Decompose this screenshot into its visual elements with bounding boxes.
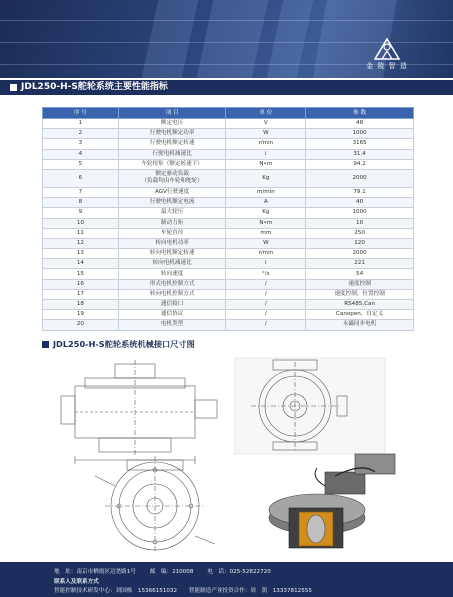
cell-item: 通信接口	[118, 300, 226, 310]
table-row	[43, 208, 414, 218]
cell-unit: r/min	[226, 139, 306, 149]
table-row	[43, 310, 414, 320]
cell-unit: /	[226, 320, 306, 330]
front-view-drawing	[61, 360, 217, 464]
company-logo	[359, 38, 415, 76]
cell-unit: A	[226, 198, 306, 208]
cell-value: 10	[306, 218, 414, 228]
cell-unit: /	[226, 289, 306, 299]
col-header-index: 序 号	[43, 108, 119, 119]
cell-index: 18	[43, 300, 119, 310]
mechanical-drawing	[55, 356, 411, 552]
cell-value: 221	[306, 259, 414, 269]
table-row	[43, 279, 414, 289]
table-row	[43, 269, 414, 279]
bottom-view-drawing	[95, 456, 215, 552]
cell-index: 6	[43, 169, 119, 187]
address-label: 地 址：	[54, 569, 77, 575]
table-row	[43, 300, 414, 310]
cell-unit: V	[226, 119, 306, 129]
cell-index: 10	[43, 218, 119, 228]
cell-item: 额定电压	[118, 119, 226, 129]
cell-item: 形式电机控制方式	[118, 279, 226, 289]
cell-index: 20	[43, 320, 119, 330]
banner-line	[0, 20, 453, 21]
section2-bullet-icon	[42, 341, 49, 348]
cell-item: 车轮扭矩（额定转速下）	[118, 159, 226, 169]
cell-value: 2000	[306, 249, 414, 259]
cell-unit: W	[226, 129, 306, 139]
table-row	[43, 139, 414, 149]
cell-item: 行驶电机额定电流	[118, 198, 226, 208]
table-row	[43, 259, 414, 269]
title-bullet-icon	[10, 84, 17, 91]
cell-item: 行驶电机额定功率	[118, 129, 226, 139]
cell-index: 17	[43, 289, 119, 299]
cell-item: 车轮直径	[118, 228, 226, 238]
cell-item: 行驶电机减速比	[118, 149, 226, 159]
cell-value: 速度控制，位置控制	[306, 289, 414, 299]
cell-item: 转向电机额定转速	[118, 249, 226, 259]
cell-item: 通信协议	[118, 310, 226, 320]
cell-value: 31.4	[306, 149, 414, 159]
zip-value: 210008	[172, 569, 194, 575]
cell-unit: m/min	[226, 187, 306, 197]
cell-unit: mm	[226, 228, 306, 238]
cell-item: 转向电机减速比	[118, 259, 226, 269]
table-row	[43, 218, 414, 228]
cell-value: 94.2	[306, 159, 414, 169]
col-header-value: 参 数	[306, 108, 414, 119]
cell-item: 转向电机功率	[118, 238, 226, 248]
cell-unit: Kg	[226, 169, 306, 187]
cell-index: 19	[43, 310, 119, 320]
banner-building	[197, 0, 269, 78]
cell-unit: /	[226, 310, 306, 320]
logo-text: 金 陵 智 造	[366, 62, 408, 70]
table-row	[43, 159, 414, 169]
cell-value: RS485,Can	[306, 300, 414, 310]
cell-value: 速度控制	[306, 279, 414, 289]
cell-item: 电机类型	[118, 320, 226, 330]
footer-address-row	[54, 567, 271, 575]
contact-rd: 智能控制技术研发中心：刘国栋 15366151032	[54, 588, 178, 594]
cell-index: 1	[43, 119, 119, 129]
cell-unit: Kg	[226, 208, 306, 218]
product-render	[269, 454, 395, 548]
banner-building	[267, 0, 314, 78]
cell-index: 9	[43, 208, 119, 218]
cell-value: 79.1	[306, 187, 414, 197]
cell-index: 11	[43, 228, 119, 238]
cell-unit: /	[226, 279, 306, 289]
table-row	[43, 198, 414, 208]
table-row	[43, 149, 414, 159]
phone-label: 电 话：	[207, 569, 230, 575]
cell-item: 转向电机控制方式	[118, 289, 226, 299]
cell-value: 120	[306, 238, 414, 248]
spec-table	[42, 107, 414, 331]
cell-unit: /	[226, 300, 306, 310]
cell-value: 3165	[306, 139, 414, 149]
contact-heading: 联系人及联系方式	[54, 579, 99, 585]
cell-value: 2000	[306, 169, 414, 187]
section2-title: JDL250-H-S舵轮系统机械接口尺寸图	[53, 339, 195, 349]
cell-index: 7	[43, 187, 119, 197]
cell-index: 4	[43, 149, 119, 159]
cell-value: 48	[306, 119, 414, 129]
spec-table-body	[43, 119, 414, 331]
cell-index: 12	[43, 238, 119, 248]
cell-index: 16	[43, 279, 119, 289]
banner-building	[142, 0, 199, 78]
cell-item: 行驶电机额定转速	[118, 139, 226, 149]
cell-unit: N•m	[226, 218, 306, 228]
col-header-unit: 单 位	[226, 108, 306, 119]
table-row	[43, 119, 414, 129]
top-view-drawing	[235, 358, 385, 454]
cell-item: 制动力矩	[118, 218, 226, 228]
cell-value: 1000	[306, 208, 414, 218]
table-row	[43, 228, 414, 238]
cell-unit: r/min	[226, 249, 306, 259]
footer	[0, 562, 453, 597]
table-row	[43, 129, 414, 139]
table-row	[43, 249, 414, 259]
cell-item: AGV行驶速度	[118, 187, 226, 197]
cell-index: 15	[43, 269, 119, 279]
table-row	[43, 289, 414, 299]
col-header-item: 项 目	[118, 108, 226, 119]
section-title-bar	[0, 80, 453, 95]
zip-label: 邮 编：	[149, 569, 173, 575]
cell-value: Canopen，自定义	[306, 310, 414, 320]
cell-index: 2	[43, 129, 119, 139]
cell-value: 250	[306, 228, 414, 238]
logo-mark-icon	[374, 38, 400, 60]
cell-index: 14	[43, 259, 119, 269]
cell-unit: °/s	[226, 269, 306, 279]
cell-value: 1000	[306, 129, 414, 139]
cell-index: 13	[43, 249, 119, 259]
footer-contacts-row	[54, 586, 312, 594]
cell-value: 40	[306, 198, 414, 208]
cell-value: 永磁同步电机	[306, 320, 414, 330]
table-row	[43, 169, 414, 187]
mechanical-drawing-figure	[55, 356, 411, 552]
cell-index: 5	[43, 159, 119, 169]
cell-value: 54	[306, 269, 414, 279]
table-row	[43, 320, 414, 330]
cell-item: 最大轮压	[118, 208, 226, 218]
phone-value: 025-52822720	[229, 569, 271, 575]
table-header-row	[43, 108, 414, 119]
section1-title: JDL250-H-S舵轮系统主要性能指标	[21, 82, 168, 92]
cell-unit: N•m	[226, 159, 306, 169]
cell-item: 转向速度	[118, 269, 226, 279]
contact-investment: 智能制造产业投资合作：周 凯 13337812555	[188, 588, 312, 594]
table-row	[43, 238, 414, 248]
address-value: 南京市栖霞区迈尧路1号	[76, 569, 136, 575]
cell-unit: i	[226, 259, 306, 269]
cell-index: 3	[43, 139, 119, 149]
cell-unit: W	[226, 238, 306, 248]
cell-item: 额定驱动负载 （负载均由车轮和舵轮）	[118, 169, 226, 187]
cell-unit: i	[226, 149, 306, 159]
table-row	[43, 187, 414, 197]
cell-index: 8	[43, 198, 119, 208]
